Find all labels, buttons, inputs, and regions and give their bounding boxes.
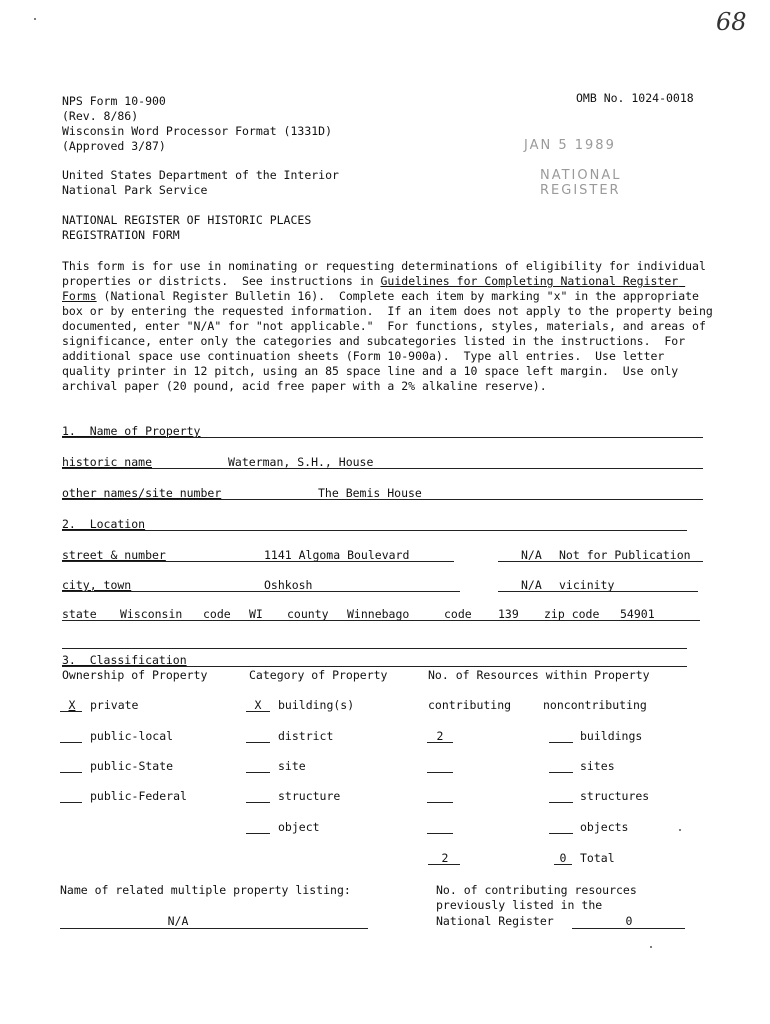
ownership-public-local-label: public-local [90, 729, 174, 743]
city-value: Oshkosh [264, 578, 313, 592]
section1-rule [62, 437, 703, 438]
resources-sites-label: sites [580, 759, 615, 773]
category-building-blank [246, 711, 270, 712]
form-format: Wisconsin Word Processor Format (1331D) [62, 124, 333, 138]
section2-heading: 2. Location [62, 517, 146, 531]
contributing-heading: contributing [428, 698, 512, 712]
previously-listed-line1: No. of contributing resources [436, 883, 637, 897]
noncontributing-objects-blank [549, 833, 573, 834]
historic-name-label: historic name [62, 455, 153, 469]
form-id: NPS Form 10-900 [62, 94, 166, 108]
street-label: street & number [62, 548, 166, 562]
noncontributing-sites-blank [549, 772, 573, 773]
guidelines-reference: Guidelines for Completing National Register Forms [62, 274, 686, 303]
speck [650, 946, 652, 948]
previously-listed-rule [572, 928, 685, 929]
contributing-sites-blank [427, 772, 453, 773]
ownership-public-local-blank [60, 742, 82, 743]
ownership-private-label: private [90, 698, 139, 712]
received-stamp-date: JAN 5 1989 [524, 138, 616, 153]
category-building-mark: X [254, 698, 262, 712]
resources-heading: No. of Resources within Property [428, 668, 650, 682]
ownership-public-state-blank [60, 772, 82, 773]
ownership-heading: Ownership of Property [62, 668, 208, 682]
historic-name-value: Waterman, S.H., House [228, 455, 374, 469]
section2-rule [62, 530, 687, 531]
related-listing-rule [60, 928, 368, 929]
vicinity-value: N/A [521, 578, 542, 592]
form-title-line2: REGISTRATION FORM [62, 228, 180, 242]
nfp-rule [498, 561, 703, 562]
total-noncontributing-value: 0 [559, 851, 567, 865]
category-district-label: district [278, 729, 334, 743]
ownership-private-blank [60, 711, 82, 712]
category-heading: Category of Property [249, 668, 388, 682]
resources-structures-label: structures [580, 789, 650, 803]
noncontributing-heading: noncontributing [543, 698, 647, 712]
county-value: Winnebago [347, 607, 410, 621]
category-object-label: object [278, 820, 320, 834]
ownership-public-federal-blank [60, 802, 82, 803]
zip-value: 54901 [620, 607, 655, 621]
other-names-rule [62, 499, 703, 500]
contributing-structures-blank [427, 802, 453, 803]
other-names-label: other names/site number [62, 486, 222, 500]
ownership-private-mark: X [68, 698, 76, 712]
service: National Park Service [62, 183, 208, 197]
state-label: state [62, 607, 97, 621]
city-rule [62, 591, 460, 592]
related-listing-label: Name of related multiple property listing: [60, 883, 351, 897]
speck [34, 18, 36, 20]
noncontributing-buildings-blank [549, 742, 573, 743]
previously-listed-line2: previously listed in the [436, 898, 603, 912]
state-rule [62, 620, 700, 621]
resources-objects-label: objects [580, 820, 629, 834]
total-contributing-blank [428, 864, 460, 865]
state-code-value: WI [249, 607, 263, 621]
not-for-publication-value: N/A [521, 548, 542, 562]
state-code-label: code [203, 607, 231, 621]
form-approved: (Approved 3/87) [62, 139, 166, 153]
category-district-blank [246, 742, 270, 743]
speck [679, 829, 681, 831]
category-structure-label: structure [278, 789, 341, 803]
omb-number: OMB No. 1024-0018 [576, 91, 694, 105]
noncontributing-structures-blank [549, 802, 573, 803]
section2-end-rule [62, 648, 687, 649]
instructions-text-2: (National Register Bulletin 16). Complete each item by marking "x" in the appropriate box or by entering the requested information. If an item does not apply to the property being documented, enter "N/A" for "not applicable." For functions, styles, materials, and areas of significance, enter only the categories and subcategories listed in the instructions. For additional space use continuation sheets (Form 10-900a). Type all entries. Use letter quality printer in 12 pitch, using an 85 space line and a 10 space left margin. Use only archival paper (20 pound, acid free paper with a 2% alkaline reserve). [62, 289, 720, 393]
other-names-value: The Bemis House [318, 486, 422, 500]
section3-heading: 3. Classification [62, 653, 187, 667]
category-object-blank [246, 833, 270, 834]
contributing-buildings-value: 2 [436, 729, 444, 743]
not-for-publication-label: Not for Publication [559, 548, 691, 562]
related-listing-value: N/A [167, 914, 189, 928]
ownership-public-state-label: public-State [90, 759, 174, 773]
received-stamp-line2: REGISTER [540, 183, 621, 198]
section1-heading: 1. Name of Property [62, 424, 201, 438]
total-noncontributing-blank [554, 864, 572, 865]
category-site-blank [246, 772, 270, 773]
instructions-text-1: This form is for use in nominating or requesting determinations of eligibility for individual properties or districts. See instructions in [62, 259, 713, 288]
vicinity-rule [498, 591, 698, 592]
previously-listed-line3: National Register [436, 914, 554, 928]
county-code-value: 139 [498, 607, 519, 621]
category-site-label: site [278, 759, 306, 773]
historic-name-rule [62, 468, 703, 469]
total-label: Total [580, 851, 615, 865]
resources-buildings-label: buildings [580, 729, 643, 743]
county-label: county [287, 607, 329, 621]
contributing-objects-blank [427, 833, 453, 834]
street-rule [62, 561, 454, 562]
state-value: Wisconsin [120, 607, 183, 621]
department: United States Department of the Interior [62, 168, 339, 182]
contributing-buildings-blank [427, 742, 453, 743]
handwritten-page-number: 68 [716, 8, 747, 36]
ownership-public-federal-label: public-Federal [90, 789, 187, 803]
section3-rule [62, 666, 687, 667]
street-value: 1141 Algoma Boulevard [264, 548, 410, 562]
received-stamp-line1: NATIONAL [540, 168, 622, 183]
form-rev: (Rev. 8/86) [62, 109, 139, 123]
vicinity-label: vicinity [559, 578, 615, 592]
city-label: city, town [62, 578, 132, 592]
total-contributing-value: 2 [441, 851, 449, 865]
zip-label: zip code [544, 607, 600, 621]
instructions-paragraph [62, 259, 720, 394]
form-title-line1: NATIONAL REGISTER OF HISTORIC PLACES [62, 213, 312, 227]
previously-listed-value: 0 [625, 914, 633, 928]
category-building-label: building(s) [278, 698, 355, 712]
category-structure-blank [246, 802, 270, 803]
county-code-label: code [444, 607, 472, 621]
